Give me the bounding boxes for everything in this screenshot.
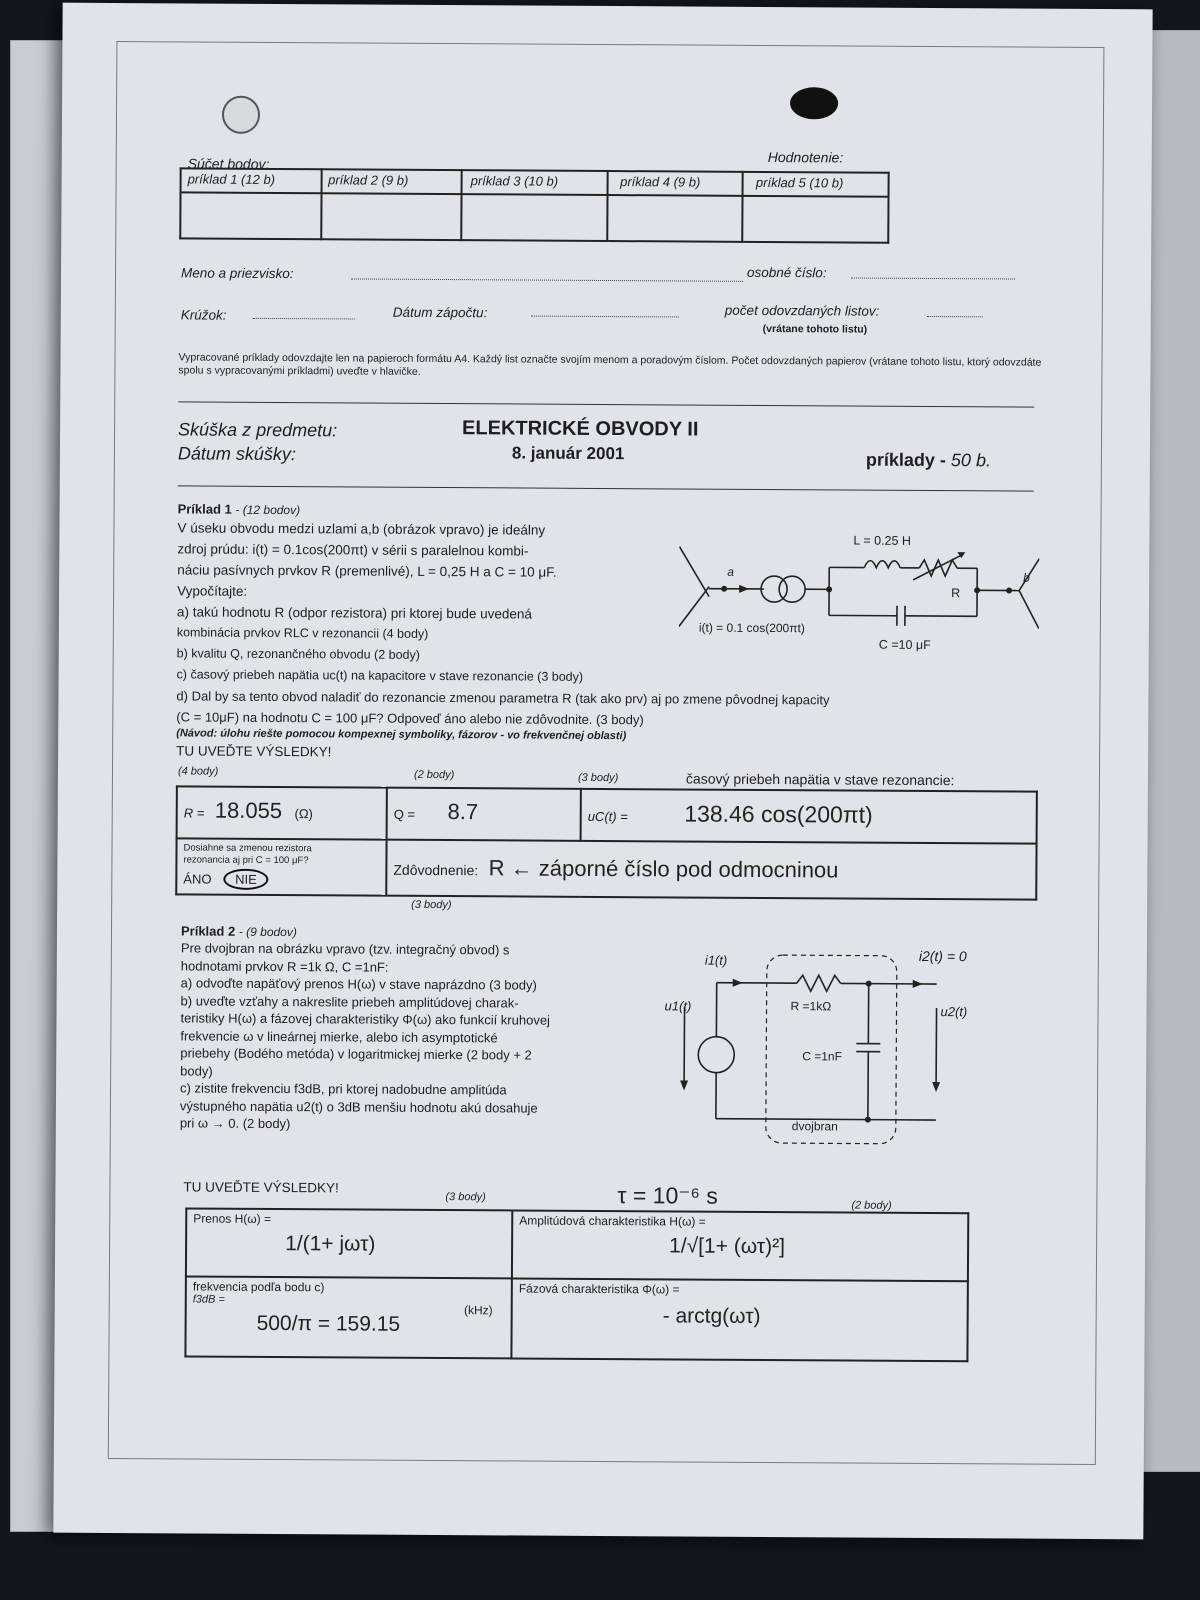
p1-nie-option[interactable]: NIE (223, 869, 269, 890)
p2-line: priebehy (Bodého metóda) v logaritmickej mierke (2 body + 2 (180, 1045, 532, 1063)
subject-label: Skúška z predmetu: (178, 419, 338, 441)
p1-dosiahne-cell[interactable] (176, 838, 386, 895)
c1-source-label: i(t) = 0.1 cos(200πt) (698, 620, 805, 636)
pocet-label: počet odovzdaných listov: (724, 302, 880, 319)
kruzok-input[interactable] (253, 308, 355, 320)
c2-i2-label: i2(t) = 0 (918, 947, 967, 965)
p1-Q-cell[interactable] (387, 788, 581, 841)
p1-zdovodnenie-cell[interactable] (386, 840, 1036, 900)
exam-points-value: 50 b. (950, 450, 992, 471)
p1-line: náciu pasívnych prvkov R (premenlivé), L = 0,25 H a C = 10 μF. (177, 562, 557, 580)
score-cell[interactable] (461, 194, 607, 241)
p2-line: body) (180, 1062, 213, 1079)
score-col (607, 171, 743, 196)
p2-line: Pre dvojbran na obrázku vpravo (tzv. integračný obvod) s (180, 940, 510, 958)
score-cell[interactable] (321, 193, 462, 240)
p2-line: hodnotami prvkov R =1k Ω, C =1nF: (180, 957, 389, 975)
c2-i1-label: i1(t) (704, 952, 728, 968)
punch-hole-left (222, 96, 260, 134)
punch-hole-right (790, 87, 838, 119)
p1-results-table (175, 785, 1038, 900)
osobne-label: osobné číslo: (747, 264, 827, 281)
p1-reason-answer: R ← záporné číslo pod odmocninou (488, 855, 839, 883)
p1-R-unit: (Ω) (294, 806, 313, 822)
c2-u1-label: u1(t) (664, 998, 692, 1014)
p2-line: výstupného napätia u2(t) o 3dB menšiu hodnotu akú dosahuje (179, 1097, 538, 1116)
p1-zdovodnenie-label: Zdôvodnenie: (393, 861, 479, 879)
p2-line: a) odvoďte napäťový prenos H(ω) v stave naprázdno (3 body) (180, 975, 537, 993)
p2-pts-2: (2 body) (851, 1199, 892, 1212)
c2-R-label: R =1kΩ (790, 999, 832, 1014)
p1-ano-option[interactable]: ÁNO (183, 871, 212, 887)
p2-title: Príklad 2 (180, 923, 236, 939)
score-col-label: príklad 3 (10 b) (470, 173, 559, 189)
exam-points-prefix: príklady - (865, 449, 946, 471)
p1-casovy-label: časový priebeh napätia v stave rezonancie: (685, 770, 955, 789)
p1-title: Príklad 1 (177, 501, 232, 517)
meno-label: Meno a priezvisko: (180, 265, 294, 282)
c1-C-label: C =10 μF (878, 637, 931, 652)
datum-zapoctu-label: Dátum zápočtu: (392, 304, 488, 321)
p2-khz-label: (kHz) (463, 1303, 493, 1318)
p1-pts-3a: (3 body) (577, 771, 619, 785)
c2-u2-label: u2(t) (940, 1004, 968, 1020)
instructions: Vypracované príklady odovzdajte len na papieroch formátu A4. Každý list označte svojím menom a poradovým číslom. Počet odovzdaných papierov (vrátane tohoto listu, ktorý odovzdáte spolu s vypracovanými príkladmi) uveďte v hlavičke. (178, 351, 1042, 378)
p2-faz-cell[interactable] (511, 1278, 967, 1361)
score-cell[interactable] (607, 195, 743, 242)
p1-line: zdroj prúdu: i(t) = 0.1cos(200πt) v sérii s paralelnou kombi- (177, 541, 529, 559)
p1-text-wide (176, 664, 1056, 732)
p2-prenos-label: Prenos H(ω) = (193, 1211, 272, 1226)
p2-line: b) uveďte vzťahy a nakreslite priebeh amplitúdovej charak- (180, 992, 519, 1010)
p2-results-label: TU UVEĎTE VÝSLEDKY! (183, 1179, 339, 1196)
score-cell[interactable] (180, 192, 321, 239)
score-col-label: príklad 1 (12 b) (187, 171, 276, 187)
p1-line: (C = 10μF) na hodnotu C = 100 μF? Odpoveď áno alebo nie zdôvodnite. (3 body) (176, 709, 644, 728)
p1-pts-2: (2 body) (413, 768, 455, 782)
p1-hint: (Návod: úlohu riešte pomocou kompexnej symboliky, fázorov - vo frekvenčnej oblasti) (176, 727, 627, 743)
p1-pts-4: (4 body) (177, 765, 219, 778)
exam-date: 8. január 2001 (511, 443, 625, 464)
score-cell[interactable] (743, 196, 889, 243)
hodnotenie-label: Hodnotenie: (767, 148, 844, 166)
score-col-label: príklad 2 (9 b) (328, 172, 409, 188)
p2-line: teristiky H(ω) a fázovej charakteristiky Φ(ω) ako funkcií kruhovej (180, 1010, 551, 1028)
score-col (743, 172, 889, 197)
circuit-2 (656, 946, 957, 1148)
c1-a-label: a (727, 564, 734, 579)
exam-points (866, 450, 991, 472)
c2-C-label: C =1nF (802, 1049, 842, 1064)
p2-text (180, 939, 643, 1134)
p2-results-table (184, 1207, 969, 1362)
score-col (462, 170, 608, 195)
pocet-input[interactable] (927, 306, 983, 317)
p2-amp-answer: 1/√[1+ (ωτ)²] (669, 1234, 786, 1259)
p2-freq-cell[interactable] (185, 1276, 511, 1358)
p1-results-label: TU UVEĎTE VÝSLEDKY! (176, 743, 332, 760)
p1-line: V úseku obvodu medzi uzlami a,b (obrázok vpravo) je ideálny (177, 520, 546, 538)
c1-R-label: R (951, 586, 961, 601)
p2-line: c) zistite frekvenciu f3dB, pri ktorej nadobudne amplitúda (180, 1080, 507, 1098)
p2-faz-answer: - arctg(ωτ) (662, 1304, 761, 1328)
p1-heading (178, 501, 301, 517)
score-table (179, 167, 889, 243)
p1-R-label: R = (183, 805, 205, 821)
c2-dvojbran-label: dvojbran (791, 1119, 838, 1134)
p2-pts-3: (3 body) (445, 1191, 486, 1204)
p2-prenos-answer: 1/(1+ jωτ) (285, 1232, 376, 1256)
p2-heading (181, 923, 297, 939)
vratane-note: (vrátane tohoto listu) (762, 322, 868, 336)
score-col (181, 168, 322, 193)
p2-line: pri ω → 0. (2 body) (179, 1115, 291, 1132)
p1-uc-label: uC(t) = (587, 808, 628, 825)
osobne-input[interactable] (851, 268, 1015, 280)
p1-dosiahne-label: Dosiahne sa zmenou rezistora rezonancia aj pri C = 100 μF? (183, 842, 312, 867)
p2-line: frekvencie ω v lineárnej mierke, alebo ich asymptotické (180, 1027, 498, 1045)
score-col-label: príklad 5 (10 b) (755, 174, 844, 191)
p1-line: c) časový priebeh napätia uc(t) na kapacitore v stave rezonancie (3 body) (176, 667, 584, 684)
p1-uc-cell[interactable] (581, 789, 1037, 844)
p1-points: - (12 bodov) (235, 502, 301, 518)
p2-tau-answer: τ = 10⁻⁶ s (617, 1182, 718, 1209)
p1-line: d) Dal by sa tento obvod naladiť do rezonancie zmenou parametra R (tak ako prv) aj po zmene pôvodnej kapacity (176, 688, 830, 708)
p1-R-cell[interactable] (177, 786, 387, 839)
p1-Q-label: Q = (393, 806, 416, 822)
p2-prenos-cell[interactable] (186, 1208, 512, 1278)
c1-b-label: b (1023, 570, 1030, 585)
score-col (321, 169, 462, 194)
p1-line: a) takú hodnotu R (odpor rezistora) pri ktorej bude uvedená (176, 604, 532, 622)
p2-amp-cell[interactable] (512, 1210, 968, 1281)
p2-points: - (9 bodov) (238, 924, 297, 940)
p1-uc-answer: 138.46 cos(200πt) (684, 800, 873, 828)
p2-freq-answer: 500/π = 159.15 (256, 1311, 401, 1336)
exam-sheet (53, 3, 1152, 1540)
p2-f3db-label: f3dB = (192, 1293, 225, 1306)
kruzok-label: Krúžok: (180, 307, 227, 323)
p1-line: kombinácia prvkov RLC v rezonancii (4 body) (176, 625, 429, 641)
sucet-label: Súčet bodov: (187, 155, 270, 172)
p1-Q-answer: 8.7 (447, 799, 479, 825)
subject-title: ELEKTRICKÉ OBVODY II (462, 417, 699, 441)
p2-amp-label: Amplitúdová charakteristika H(ω) = (519, 1213, 706, 1229)
date-label: Dátum skúšky: (177, 443, 297, 465)
p2-freq-label: frekvencia podľa bodu c) (192, 1279, 325, 1295)
datum-zapoctu-input[interactable] (531, 306, 679, 318)
p1-text (177, 517, 656, 667)
p1-line: Vypočítajte: (177, 583, 248, 599)
c1-L-label: L = 0.25 H (853, 533, 912, 548)
score-col-label: príklad 4 (9 b) (620, 174, 701, 190)
p2-faz-label: Fázová charakteristika Φ(ω) = (518, 1281, 680, 1297)
p1-pts-3b: (3 body) (411, 898, 452, 912)
p1-R-answer: 18.055 (214, 797, 283, 824)
p1-line: b) kvalitu Q, rezonančného obvodu (2 body) (176, 646, 420, 662)
